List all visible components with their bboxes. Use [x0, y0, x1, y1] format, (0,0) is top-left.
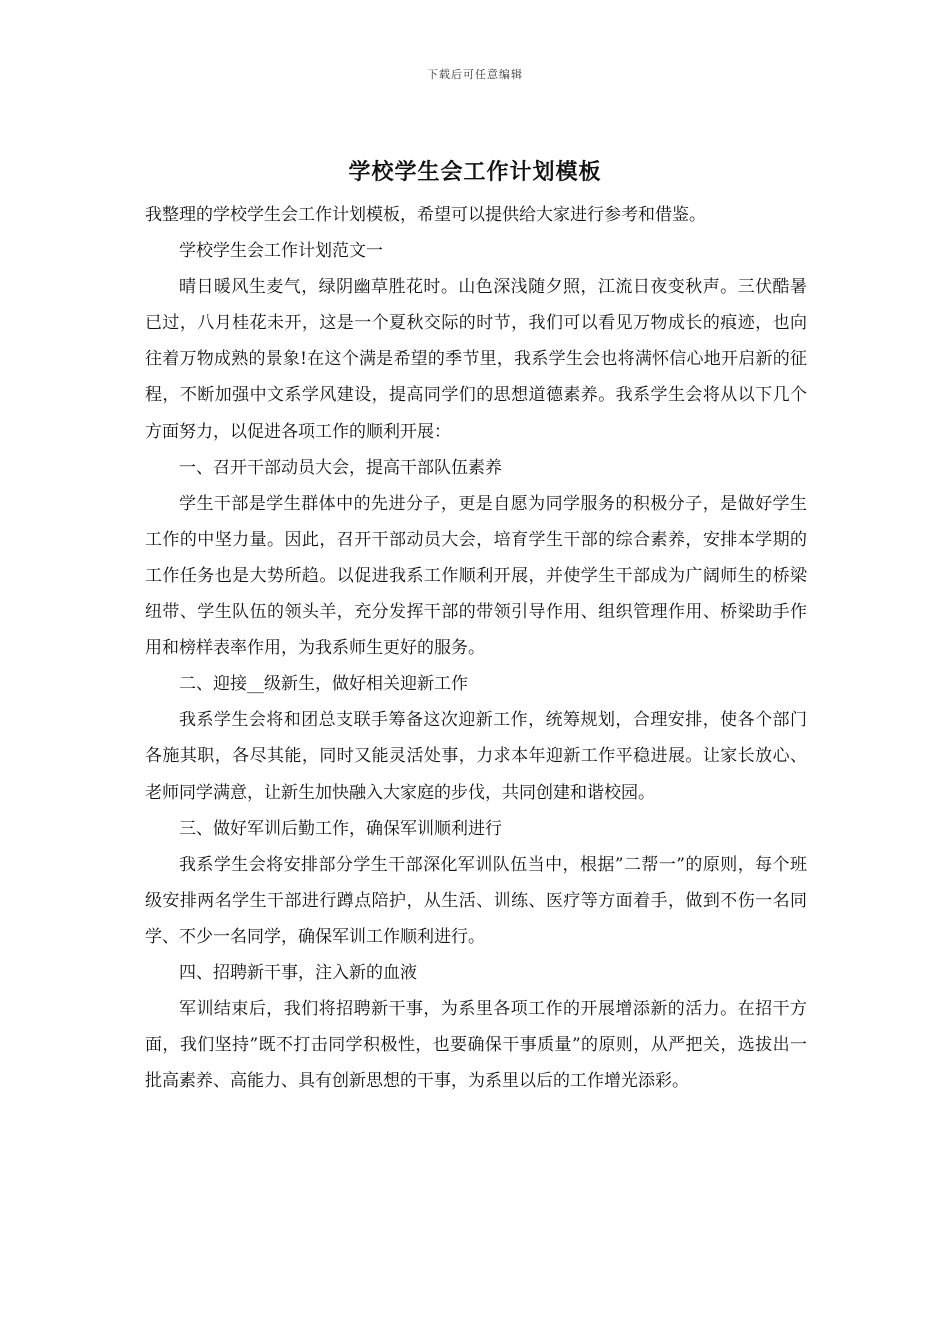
- paragraph-subtitle: 学校学生会工作计划范文一: [179, 241, 383, 262]
- section-heading-1: 一、召开干部动员大会，提高干部队伍素养: [179, 457, 502, 478]
- section-heading-2: 二、迎接__级新生，做好相关迎新工作: [179, 674, 468, 695]
- document-body: [145, 197, 807, 1099]
- paragraph-intro: 我整理的学校学生会工作计划模板，希望可以提供给大家进行参考和借鉴。: [145, 205, 706, 225]
- section-heading-3: 三、做好军训后勤工作，确保军训顺利进行: [179, 818, 502, 839]
- paragraph-opening: 晴日暖风生麦气，绿阴幽草胜花时。山色深浅随夕照，江流日夜变秋声。三伏酷暑已过，八月桂花未开，这是一个夏秋交际的时节，我们可以看见万物成长的痕迹，也向往着万物成熟的景象!在这个满是希望的季节里，我系学生会也将满怀信心地开启新的征程，不断加强中文系学风建设，提高同学们的思想道德素养。我系学生会将从以下几个方面努力，以促进各项工作的顺利开展：: [145, 277, 807, 442]
- section-body-2: 我系学生会将和团总支联手筹备这次迎新工作，统筹规划，合理安排，使各个部门各施其职，各尽其能，同时又能灵活处事，力求本年迎新工作平稳进展。让家长放心、老师同学满意，让新生加快融入大家庭的步伐，共同创建和谐校园。: [145, 710, 807, 803]
- section-body-3: 我系学生会将安排部分学生干部深化军训队伍当中，根据”二帮一”的原则，每个班级安排两名学生干部进行蹲点陪护，从生活、训练、医疗等方面着手，做到不伤一名同学、不少一名同学，确保军训工作顺利进行。: [145, 854, 807, 947]
- header-note: 下载后可任意编辑: [427, 68, 523, 81]
- section-body-4: 军训结束后，我们将招聘新干事，为系里各项工作的开展增添新的活力。在招干方面，我们坚持”既不打击同学积极性，也要确保干事质量”的原则，从严把关，选拔出一批高素养、高能力、具有创新思想的干事，为系里以后的工作增光添彩。: [145, 999, 807, 1092]
- document-title: 学校学生会工作计划模板: [348, 159, 602, 185]
- section-heading-4: 四、招聘新干事，注入新的血液: [179, 962, 417, 983]
- section-body-1: 学生干部是学生群体中的先进分子，更是自愿为同学服务的积极分子，是做好学生工作的中坚力量。因此，召开干部动员大会，培育学生干部的综合素养，安排本学期的工作任务也是大势所趋。以促进我系工作顺利开展，并使学生干部成为广阔师生的桥梁纽带、学生队伍的领头羊，充分发挥干部的带领引导作用、组织管理作用、桥梁助手作用和榜样表率作用，为我系师生更好的服务。: [145, 493, 807, 659]
